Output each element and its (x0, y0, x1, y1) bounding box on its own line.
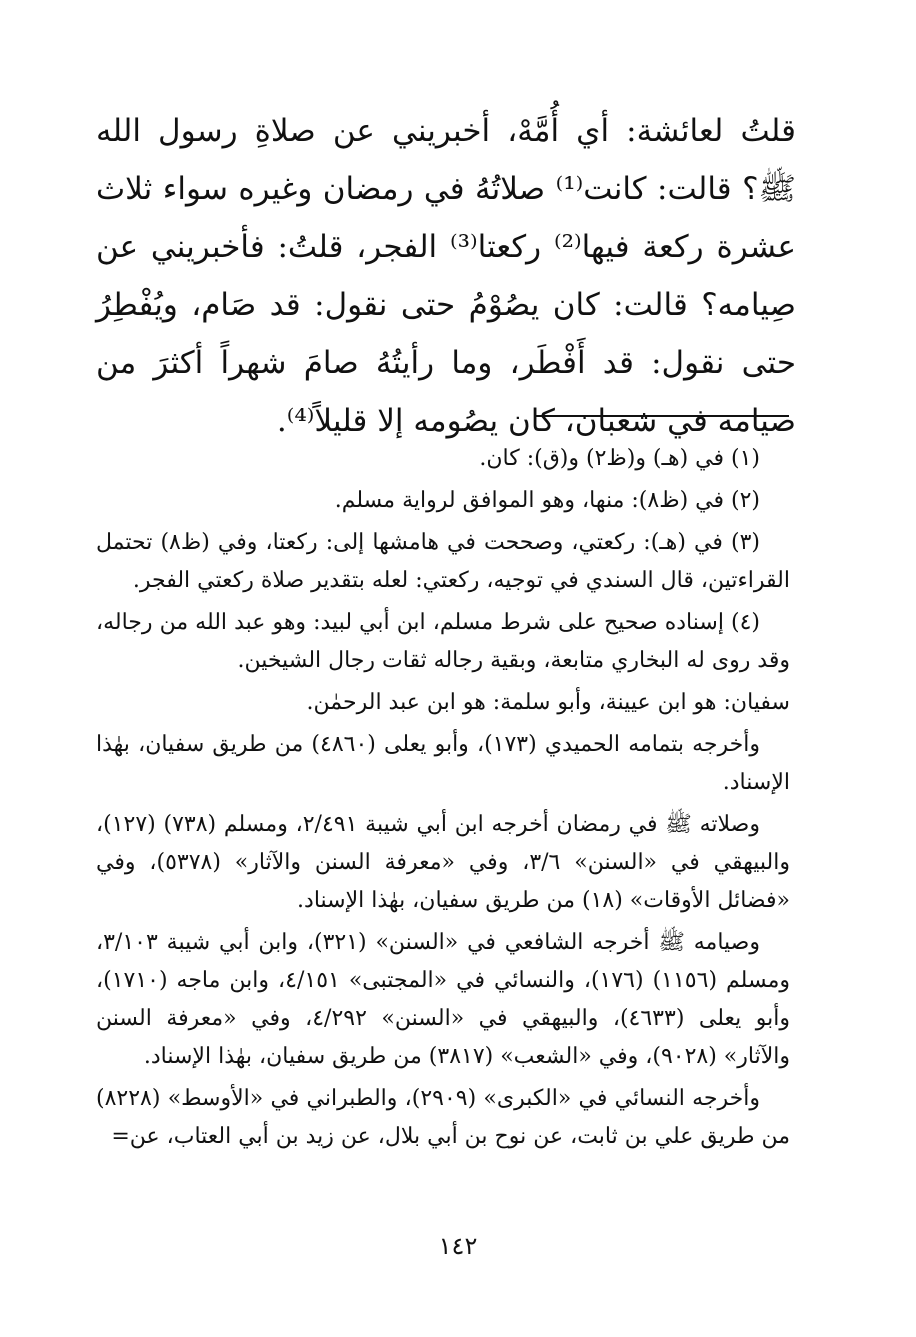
footnote-4-source-3: وصيامه ﷺ أخرجه الشافعي في «السنن» (٣٢١)، وابن أبي شيبة ٣/١٠٣، ومسلم (١١٥٦) (١٧٦)، والنسائي في «المجتبى» ٤/١٥١، وابن ماجه (١٧١٠)، وأبو يعلى (٤٦٣٣)، والبيهقي في «السنن» ٤/٢٩٢، وفي «معرفة السنن والآثار» (٩٠٢٨)، وفي «الشعب» (٣٨١٧) من طريق سفيان، بهٰذا الإسناد. (96, 930, 790, 1069)
footnote-divider (536, 415, 789, 417)
footnote-4-source-4: وأخرجه النسائي في «الكبرى» (٢٩٠٩)، والطبراني في «الأوسط» (٨٢٢٨) من طريق علي بن ثابت، عن نوح بن أبي بلال، عن زيد بن أبي العتاب، عن= (96, 1086, 790, 1149)
footnote-4: (٤) إسناده صحيح على شرط مسلم، ابن أبي لبيد: وهو عبد الله من رجاله، وقد روى له البخاري متابعة، وبقية رجاله ثقات رجال الشيخين. (96, 610, 790, 673)
footnote-3: (٣) في (هـ): ركعتي، وصححت في هامشها إلى: ركعتا، وفي (ظ٨) تحتمل القراءتين، قال السندي في توجيه، ركعتي: لعله بتقدير صلاة ركعتي الفجر. (96, 530, 790, 593)
footnotes (96, 440, 790, 1160)
main-paragraph: قلتُ لعائشة: أي أُمَّهْ، أخبريني عن صلاةِ رسول الله ﷺ؟ قالت: كانت⁽¹⁾ صلاتُهُ في رمضان وغيره سواء ثلاث عشرة ركعة فيها⁽²⁾ ركعتا⁽³⁾ الفجر، قلتُ: فأخبريني عن صِيامه؟ قالت: كان يصُوْمُ حتى نقول: قد صَام، ويُفْطِرُ حتى نقول: قد أَفْطَر، وما رأيتُهُ صامَ شهراً أكثرَ من صيامه في شعبان، كان يصُومه إلا قليلاً⁽⁴⁾. (96, 113, 796, 439)
footnote-4-source-2: وصلاته ﷺ في رمضان أخرجه ابن أبي شيبة ٢/٤٩١، ومسلم (٧٣٨) (١٢٧)، والبيهقي في «السنن» ٣/٦، وفي «معرفة السنن والآثار» (٥٣٧٨)، وفي «فضائل الأوقات» (١٨) من طريق سفيان، بهٰذا الإسناد. (96, 812, 790, 913)
footnote-4-narrators: سفيان: هو ابن عيينة، وأبو سلمة: هو ابن عبد الرحمٰن. (306, 690, 790, 715)
page-number: ١٤٢ (438, 1232, 478, 1260)
footnote-1: (١) في (هـ) و(ظ٢) و(ق): كان. (479, 446, 760, 471)
main-text (96, 102, 796, 450)
footnote-2: (٢) في (ظ٨): منها، وهو الموافق لرواية مسلم. (334, 488, 760, 513)
footnote-4-source-1: وأخرجه بتمامه الحميدي (١٧٣)، وأبو يعلى (٤٨٦٠) من طريق سفيان، بهٰذا الإسناد. (96, 732, 790, 795)
